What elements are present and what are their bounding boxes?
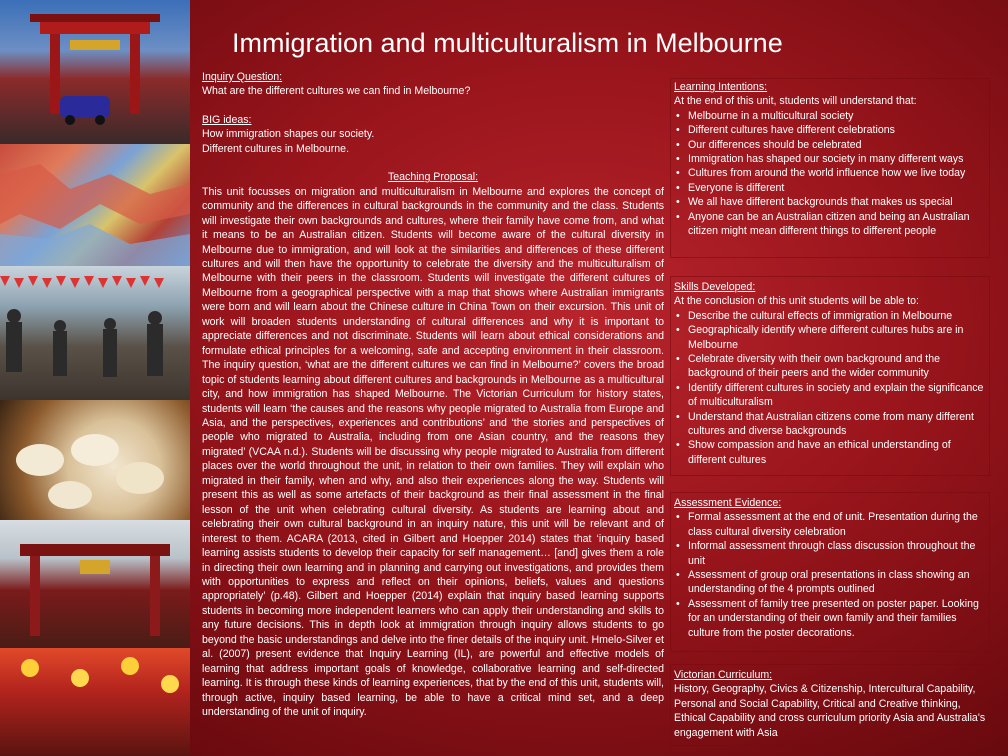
- list-item: • Show compassion and have an ethical understanding of different cultures: [674, 438, 988, 467]
- list-item: • Cultures from around the world influence how we live today: [674, 166, 988, 180]
- melbourne-map-image: [0, 144, 190, 266]
- list-item: • Assessment of group oral presentations in class showing an understanding of the 4 prompts outlined: [674, 568, 988, 597]
- learning-intentions-section: [674, 80, 988, 238]
- assessment-section: [674, 496, 988, 640]
- list-item: • Assessment of family tree presented on poster paper. Looking for an understanding of their own family and their families culture from the poster decorations.: [674, 597, 988, 640]
- big-ideas-heading: BIG ideas:: [202, 113, 252, 126]
- inquiry-text: What are the different cultures we can find in Melbourne?: [202, 85, 471, 98]
- big-idea-line: How immigration shapes our society.: [202, 128, 375, 141]
- list-item: • Our differences should be celebrated: [674, 138, 988, 152]
- photo-strip: [0, 0, 190, 756]
- dumplings-photo: [0, 400, 190, 520]
- skills-intro: At the conclusion of this unit students will be able to:: [674, 295, 919, 308]
- teaching-proposal-heading: Teaching Proposal:: [387, 171, 479, 184]
- chinatown-arch-photo: [0, 520, 190, 648]
- curriculum-heading: Victorian Curriculum:: [674, 669, 773, 681]
- skills-section: [674, 280, 988, 467]
- list-item: • Informal assessment through class discussion throughout the unit: [674, 539, 988, 568]
- curriculum-text: History, Geography, Civics & Citizenship, Intercultural Capability, Personal and Social Capability, Critical and Creative thinking, Ethical Capability and cross curriculum priority Asia and Australia's engagement with Asia: [674, 683, 986, 739]
- list-item: • Anyone can be an Australian citizen and being an Australian citizen might mean different things to different people: [674, 210, 988, 239]
- learning-intentions-heading: Learning Intentions:: [674, 81, 768, 93]
- list-item: • Formal assessment at the end of unit. Presentation during the class cultural diversity celebration: [674, 510, 988, 539]
- chinatown-gate-photo: [0, 0, 190, 144]
- curriculum-section: [674, 668, 988, 740]
- lanterns-street-photo: [0, 648, 190, 756]
- list-item: • Understand that Australian citizens come from many different cultures and diverse backgrounds: [674, 410, 988, 439]
- list-item: • Celebrate diversity with their own background and the background of their peers and the wider community: [674, 352, 988, 381]
- list-item: • Immigration has shaped our society in many different ways: [674, 152, 988, 166]
- skills-heading: Skills Developed:: [674, 281, 756, 293]
- list-item: • Identify different cultures in society and explain the significance of multiculturalism: [674, 381, 988, 410]
- festival-crowd-photo: [0, 266, 190, 400]
- assessment-heading: Assessment Evidence:: [674, 497, 782, 509]
- page-title: Immigration and multiculturalism in Melbourne: [232, 28, 783, 58]
- list-item: • We all have different backgrounds that makes us special: [674, 195, 988, 209]
- list-item: • Everyone is different: [674, 181, 988, 195]
- inquiry-heading: Inquiry Question:: [202, 71, 283, 83]
- list-item: • Different cultures have different celebrations: [674, 123, 988, 137]
- list-item: • Geographically identify where different cultures hubs are in Melbourne: [674, 323, 988, 352]
- list-item: • Describe the cultural effects of immigration in Melbourne: [674, 309, 988, 323]
- teaching-proposal-text: This unit focusses on migration and multiculturalism in Melbourne and explores the concept of community and the differences in cultural backgrounds in the community and the class. Students will investigate their own backgrounds and cultures, where their family have come from, and what it means to be an Australian citizen. Students will become aware of the cultural diversity in Melbourne due to immigration, and will look at the similarities and differences of these different cultures and will then have the opportunity to celebrate the diversity and the multiculturalism of Melbourne with their peers in the classroom. Students will investigate the different cultures of Melbourne from a geographical perspective with a map that shows where Australian immigrants were born and will learn about the Chinese culture in China Town on their excursion. This unit of work will broaden students understanding of cultural differences and why it is important to appreciate differences and not discriminate. Students will learn about ethical considerations and formulate ethical principles for a welcoming, safe and accepting environment in their classroom. The inquiry question, ‘what are the different cultures we can find in Melbourne?’ covers the broad topic of students learning about different cultures and backgrounds in Melbourne as a multicultural city, and how immigration has shaped Melbourne. The Victorian Curriculum for history states, students will learn ‘the causes and the reasons why people migrated to Australia from Europe and Asia, and the perspectives, experiences and contributions’ and ‘the stories and perspectives of people who migrated to Australia, including from one Asian country, and the reasons they migrated’ (VCAA n.d.). Students will be discussing why people migrated to Australia from different places over the world throughout the unit, in relation to their own families. They will explain who migrated in their family, when and why, and also their experiences along the way. Students will present this as well as some artefacts of their background as their final assessment in the final lesson of the unit when celebrating cultural diversity. As students are learning about and celebrating their own cultural background in an inquiry nature, this unit will be relevant and of interest to them. ACARA (2013, cited in Gilbert and Hoepper 2014) states that ‘inquiry based learning assists students to develop their capacity for self management… [and] gives them a role in directing their own learning and in planning and carrying out investigations, and provides them with opportunities to express and reflect on their opinions, beliefs, values and questions appropriately’ (p.48). Gilbert and Hoepper (2014) explain that inquiry based learning supports students in becoming more independent learners who can apply their understanding and skills to any future decisions. This in depth look at immigration through inquiry allows students to go beyond the basic understandings and delve into the finer details of the inquiry unit. Hmelo-Silver et al. (2007) present evidence that Inquiry Learning (IL), are powerful and effective models of learning that address important goals of knowledge, collaborative learning and self-directed learning. It is through these kinds of learning experiences, that by the end of this unit, students will, through active, inquiry based learning, be able to have a critical mind set, and a deep understanding of the unit of inquiry.: [202, 185, 664, 719]
- list-item: • Melbourne in a multicultural society: [674, 109, 988, 123]
- learning-intentions-intro: At the end of this unit, students will understand that:: [674, 95, 917, 108]
- left-column: [202, 70, 664, 719]
- big-idea-line: Different cultures in Melbourne.: [202, 142, 350, 155]
